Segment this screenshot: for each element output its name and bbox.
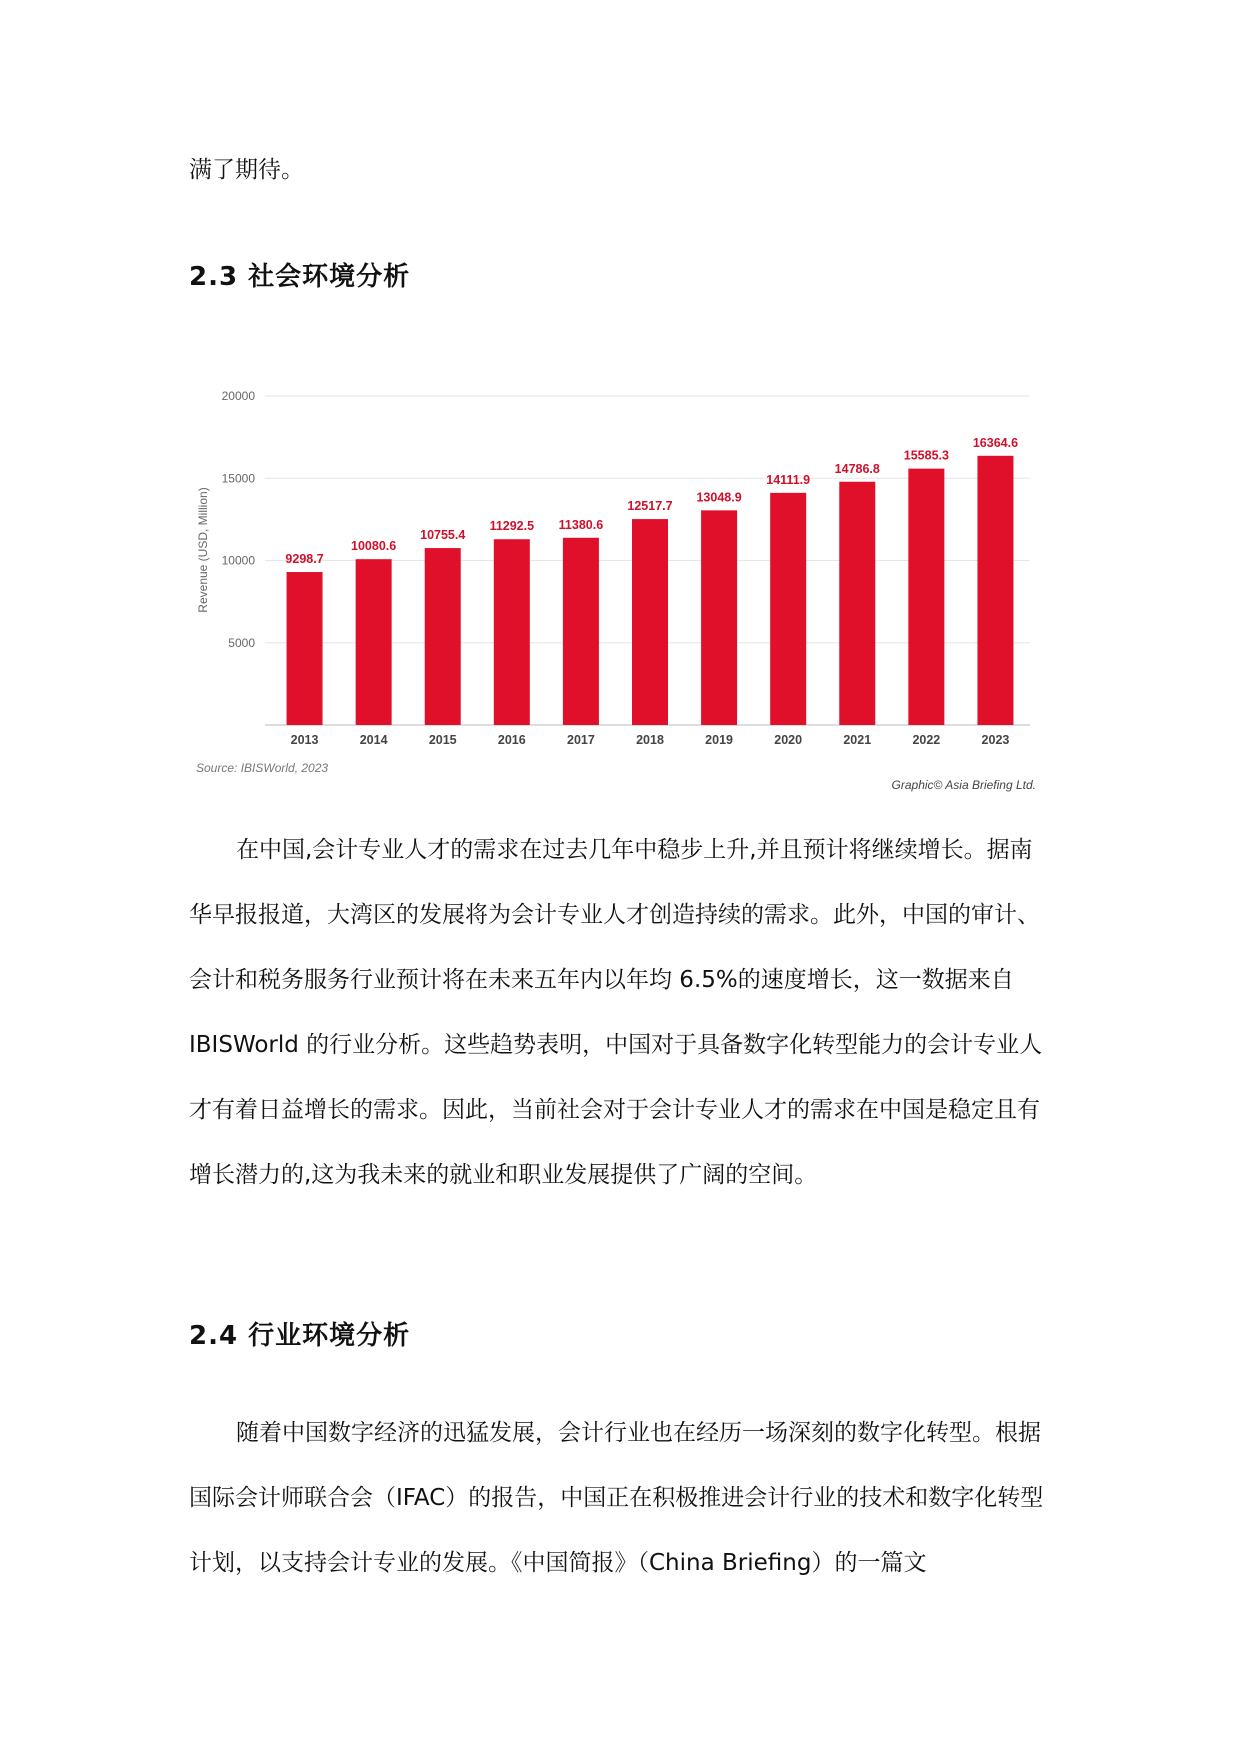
bar-value-label: 10080.6 [351,539,397,554]
intro-text: 满了期待。 [189,157,304,183]
bar-value-label: 11380.6 [558,517,604,532]
x-tick-label: 2016 [497,733,526,747]
bar-value-label: 12517.7 [627,499,673,514]
x-tick-label: 2013 [290,733,319,747]
x-tick-label: 2021 [843,733,872,747]
x-tick-label: 2022 [912,733,941,747]
x-tick-label: 2020 [774,733,803,747]
chart-source: Source: IBISWorld, 2023 [196,761,329,775]
bar-value-label: 11292.5 [489,519,535,534]
bar [977,456,1013,725]
y-tick-label: 20000 [221,389,255,403]
x-tick-label: 2014 [359,733,388,747]
x-tick-label: 2019 [705,733,733,747]
revenue-chart [190,378,1050,810]
x-tick-label: 2015 [428,733,457,747]
bar-value-label: 13048.9 [696,490,742,505]
y-tick-label: 10000 [221,553,255,568]
y-tick-label: 15000 [221,471,255,486]
bar [425,548,461,725]
x-tick-label: 2017 [567,733,595,747]
bar-value-label: 15585.3 [903,448,949,463]
bar [287,572,323,725]
x-tick-label: 2023 [981,733,1010,747]
bar-value-label: 16364.6 [972,435,1019,450]
bar-value-label: 14786.8 [834,461,880,476]
chart-credit: Graphic© Asia Briefing Ltd. [891,778,1036,792]
bar [770,493,806,725]
bar [494,539,530,725]
bar [701,510,737,725]
bar-value-label: 10755.4 [420,528,466,543]
bar [563,538,599,725]
bar [839,482,875,725]
section-heading-2-4: 2.4 行业环境分析 [189,1321,411,1351]
bar [356,559,392,725]
bar-value-label: 9298.7 [285,552,324,567]
bar-value-label: 14111.9 [766,472,811,487]
x-tick-label: 2018 [636,733,664,747]
y-axis-label: Revenue (USD, Million) [196,487,210,613]
chart-svg [190,378,1050,810]
paragraph-social: 在中国,会计专业人才的需求在过去几年中稳步上升,并且预计将继续增长。据南华早报报道，大湾区的发展将为会计专业人才创造持续的需求。此外，中国的审计、会计和税务服务行业预计将在未来五年内以年均 6.5%的速度增长，这一数据来自 IBISWorld 的行业分析。这些趋势表明，中国对于具备数字化转型能力的会计专业人才有着日益增长的需求。因此，当前社会对于会计专业人才的需求在中国是稳定且有增长潜力的,这为我未来的就业和职业发展提供了广阔的空间。 [189,837,1043,1188]
bar [632,519,668,725]
y-tick-label: 5000 [228,635,255,650]
section-heading-2-3: 2.3 社会环境分析 [189,262,411,292]
paragraph-industry: 随着中国数字经济的迅猛发展，会计行业也在经历一场深刻的数字化转型。根据国际会计师联合会（IFAC）的报告，中国正在积极推进会计行业的技术和数字化转型计划，以支持会计专业的发展。《中国简报》（China Briefing）的一篇文 [189,1420,1044,1576]
bar [908,469,944,725]
